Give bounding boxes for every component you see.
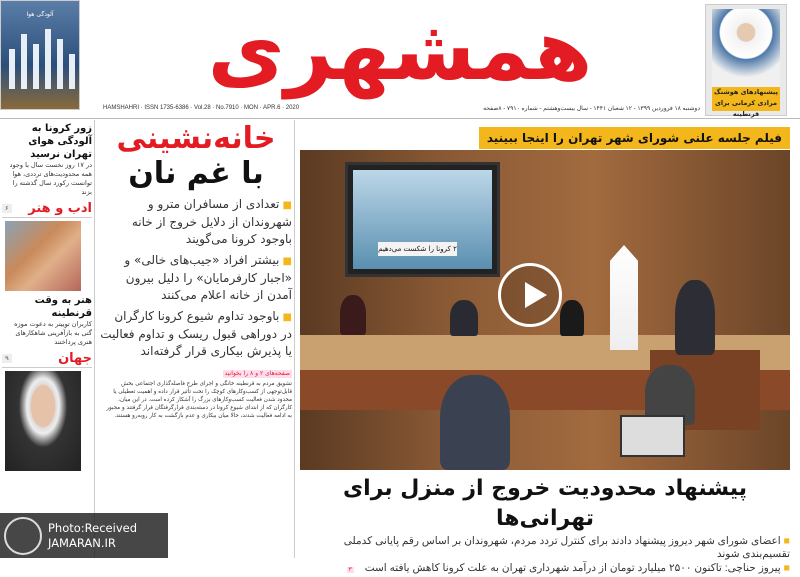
- story-headline: زور کرونا به آلودگی هوای تهران نرسید: [28, 123, 92, 160]
- story-text: در ۱۷ روز نخست سال با وجود همه محدودیت‌های ترددی، هوا توانست رکورد سال گذشته را بزند: [9, 161, 92, 196]
- flag: [610, 245, 638, 350]
- council-meeting-video[interactable]: [300, 150, 790, 470]
- section-art[interactable]: [2, 200, 92, 218]
- bullet: ■ تعدادی از مسافران مترو و شهروندان از دلایل خروج از خانه باوجود کرونا می‌گویند: [100, 196, 292, 248]
- story-text: کاربران توییتر به دعوت موزه گتی به بازآفرینی شاهکارهای هنری پرداختند: [14, 320, 92, 346]
- body-text: تشویق مردم به قرنطینه خانگی و اجرای طرح فاصله‌گذاری اجتماعی بخش قابل‌توجهی از کسب‌وکارهای کوچک را تحت تأثیر قرار داده و اهمیت تعطیلی یا محدود شدن فعالیت کسب‌وکارهای بزرگ را آشکار کرده است. در این میان، کارگران که از ابتدای شیوع کرونا در دسته‌بندی قرارگرفتگان قرار گرفتند و مجبور به ادامه فعالیت شدند، حالا میان بیکاری و عدم بازگشت به کار روبه‌رو هستند.: [106, 381, 292, 419]
- promo-photo: [712, 9, 780, 87]
- story-headline: هنر به وقت قرنطینه: [34, 295, 92, 319]
- headline-red: خانه‌نشینی: [116, 121, 276, 156]
- projection-screen: [345, 162, 500, 277]
- main-bullet: ■ اعضای شورای شهر دیروز پیشنهاد دادند برای کنترل تردد مردم، شهروندان بر اساس رقم پایانی کدملی تقسیم‌بندی شوند: [300, 535, 790, 561]
- date-line: دوشنبه ۱۸ فروردین ۱۳۹۹ - ۱۲ شعبان ۱۴۴۱ - سال بیست‌وهشتم - شماره ۷۹۱۰ - ۸صفحه: [483, 106, 700, 112]
- main-story-text: [300, 474, 790, 577]
- issn-line: HAMSHAHRI · ISSN 1735-6386 · Vol.28 · No.7910 · MON · APR.6 · 2020: [103, 105, 300, 111]
- center-story[interactable]: [100, 122, 292, 420]
- bullet: ■ بیشتر افراد «جیب‌های خالی» و «اجبار کارفرمایان» را دلیل بیرون آمدن از خانه اعلام می‌کنند: [100, 252, 292, 304]
- watermark-credit: Photo:Received: [48, 520, 138, 535]
- main-headline[interactable]: پیشنهاد محدودیت خروج از منزل برای تهرانی‌ها: [343, 476, 747, 531]
- section-world[interactable]: [2, 350, 92, 368]
- column-divider: [294, 120, 295, 558]
- page-number: ۹: [2, 354, 12, 363]
- column-divider: [94, 120, 95, 558]
- laptop: [620, 415, 685, 457]
- left-column: [2, 122, 92, 471]
- section-title: جهان: [58, 351, 92, 366]
- screen-caption: ۲ کرونا را شکست می‌دهیم: [378, 242, 457, 256]
- watermark-site: JAMARAN.IR: [48, 535, 116, 550]
- page-ref: صفحه‌های ۲ و ۸ را بخوانید: [224, 370, 290, 377]
- air-pollution-thumbnail[interactable]: [0, 0, 80, 110]
- watermark: [0, 513, 168, 558]
- page-number: ۶: [2, 204, 12, 213]
- video-banner[interactable]: فیلم جلسه علنی شورای شهر تهران را اینجا ببینید: [479, 127, 790, 149]
- bullet: ■ باوجود تداوم شیوع کرونا کارگران در دوراهی قبول ریسک و تداوم فعالیت یا پذیرش بیکاری قرار گرفته‌اند: [100, 308, 292, 360]
- promo-box[interactable]: [705, 4, 787, 116]
- promo-caption: پیشنهادهای هوشنگ مرادی کرمانی برای قرنطینه: [712, 87, 780, 111]
- story-art-quarantine[interactable]: [2, 294, 92, 347]
- center-body-text: [100, 370, 292, 420]
- art-image: [5, 221, 81, 291]
- headline-black: با غم نان: [128, 156, 264, 191]
- thumbnail-label: آلودگی هوا: [26, 11, 54, 18]
- divider: [0, 118, 800, 119]
- main-bullet-text: پیروز حناچی: تاکنون ۲۵۰۰ میلیارد تومان از درآمد شهرداری تهران به علت کرونا کاهش یافته است: [364, 562, 781, 574]
- jamaran-logo: [4, 517, 42, 555]
- hamshahri-logo: همشهری: [207, 1, 593, 99]
- page-number: ۳: [348, 567, 352, 573]
- story-air-pollution[interactable]: [2, 122, 92, 197]
- section-title: ادب و هنر: [28, 201, 92, 216]
- world-photo: [5, 371, 81, 471]
- play-icon[interactable]: [498, 263, 562, 327]
- main-bullet: [300, 562, 790, 577]
